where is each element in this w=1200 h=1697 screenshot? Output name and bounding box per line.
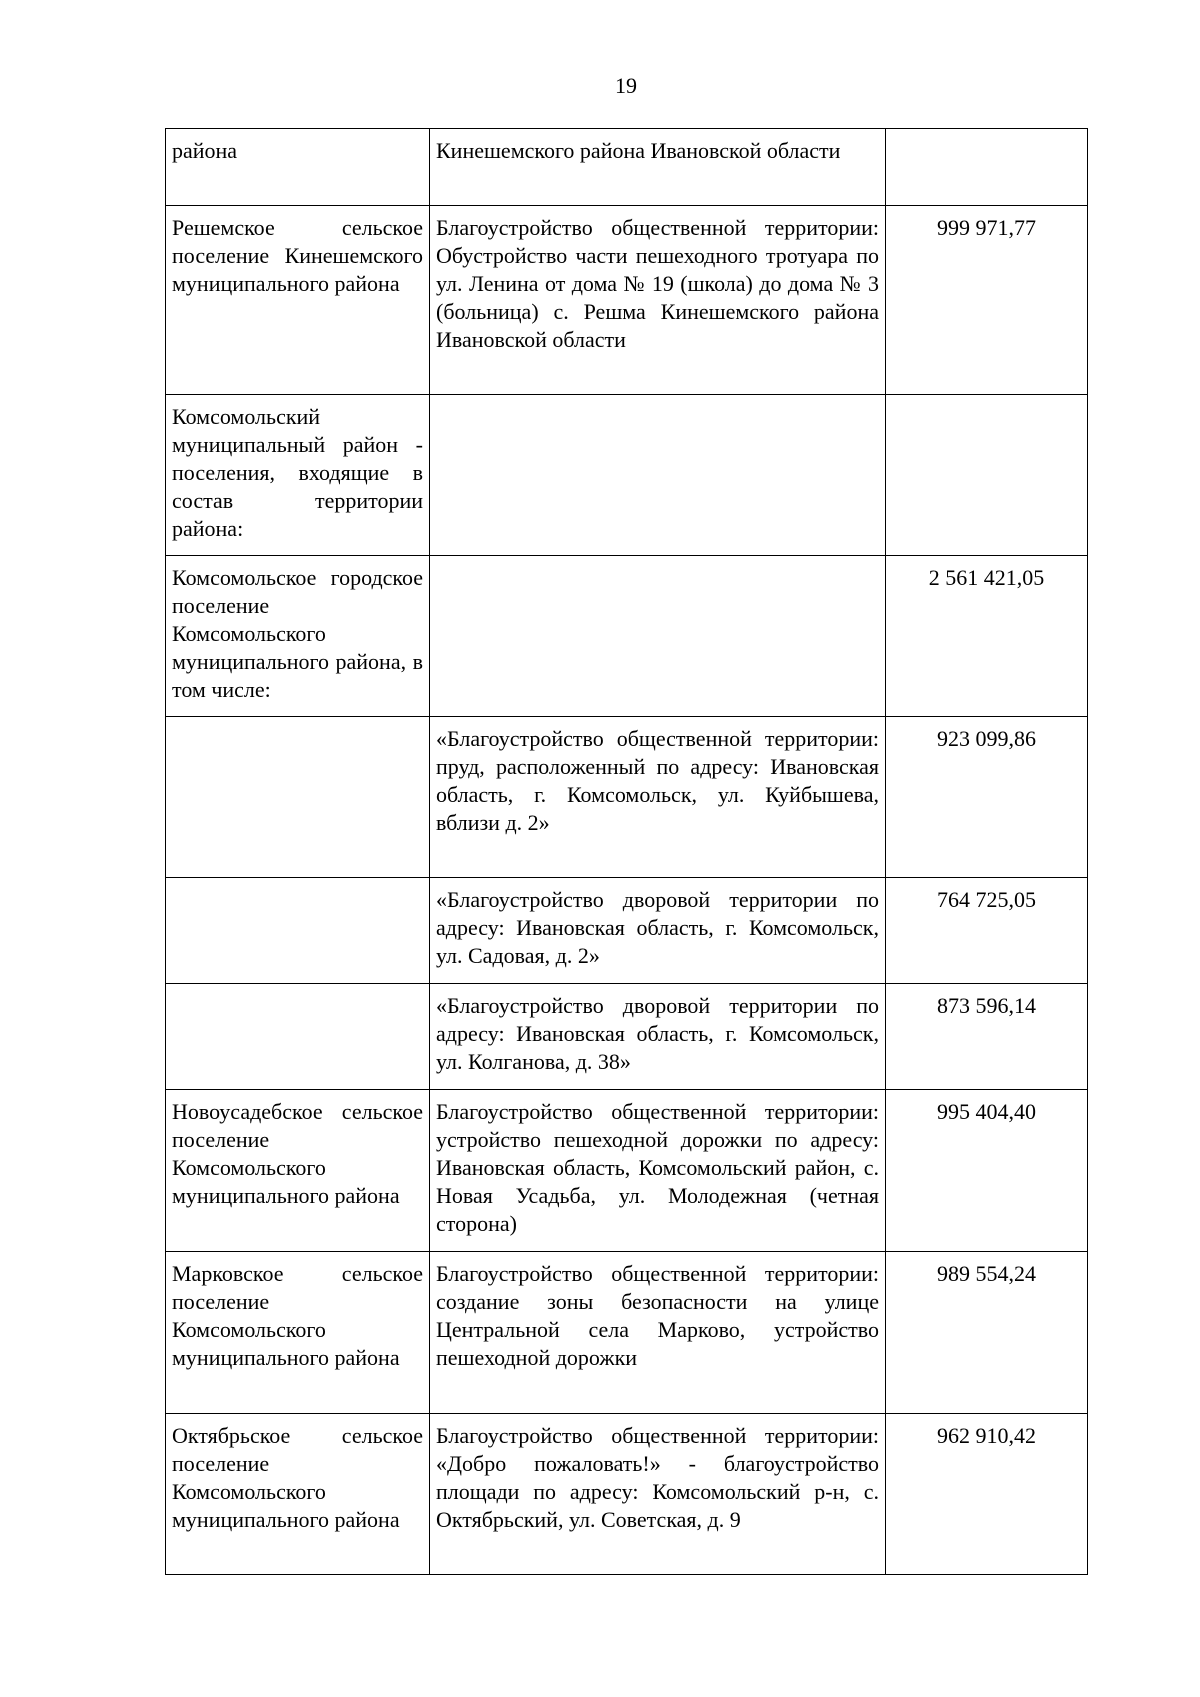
municipality-cell: Комсомольский муниципальный район - поселения, входящие в состав территории района: <box>166 395 430 556</box>
object-cell: Благоустройство общественной территории: устройство пешеходной дорожки по адресу: Ивановская область, Комсомольский район, с. Новая Усадьба, ул. Молодежная (четная сторона) <box>430 1090 886 1252</box>
table-row <box>166 1252 1088 1414</box>
amount-cell <box>886 129 1088 206</box>
municipality-cell <box>166 717 430 878</box>
table-row <box>166 395 1088 556</box>
table-row <box>166 556 1088 717</box>
object-cell: «Благоустройство общественной территории: пруд, расположенный по адресу: Ивановская область, г. Комсомольск, ул. Куйбышева, вблизи д. 2» <box>430 717 886 878</box>
table-row <box>166 129 1088 206</box>
budget-allocation-table <box>165 128 1088 1575</box>
object-cell: «Благоустройство дворовой территории по адресу: Ивановская область, г. Комсомольск, ул. Садовая, д. 2» <box>430 878 886 984</box>
amount-cell: 923 099,86 <box>886 717 1088 878</box>
table-row <box>166 206 1088 395</box>
object-cell <box>430 395 886 556</box>
object-cell: «Благоустройство дворовой территории по адресу: Ивановская область, г. Комсомольск, ул. Колганова, д. 38» <box>430 984 886 1090</box>
object-cell: Благоустройство общественной территории: Обустройство части пешеходного тротуара по ул. Ленина от дома № 19 (школа) до дома № 3 (больница) с. Решма Кинешемского района Ивановской области <box>430 206 886 395</box>
municipality-cell: Решемское сельское поселение Кинешемского муниципального района <box>166 206 430 395</box>
municipality-cell: Комсомольское городское поселение Комсомольского муниципального района, в том числе: <box>166 556 430 717</box>
page-number: 19 <box>615 73 637 98</box>
object-cell: Благоустройство общественной территории: создание зоны безопасности на улице Центральной села Марково, устройство пешеходной дорожки <box>430 1252 886 1414</box>
amount-cell: 2 561 421,05 <box>886 556 1088 717</box>
amount-cell: 962 910,42 <box>886 1414 1088 1575</box>
municipality-cell: Новоусадебское сельское поселение Комсомольского муниципального района <box>166 1090 430 1252</box>
table-row <box>166 1414 1088 1575</box>
object-cell <box>430 556 886 717</box>
amount-cell: 995 404,40 <box>886 1090 1088 1252</box>
municipality-cell: района <box>166 129 430 206</box>
table-row <box>166 717 1088 878</box>
municipality-cell: Октябрьское сельское поселение Комсомольского муниципального района <box>166 1414 430 1575</box>
municipality-cell <box>166 984 430 1090</box>
amount-cell: 989 554,24 <box>886 1252 1088 1414</box>
table-row <box>166 878 1088 984</box>
table-row <box>166 1090 1088 1252</box>
amount-cell: 999 971,77 <box>886 206 1088 395</box>
municipality-cell: Марковское сельское поселение Комсомольского муниципального района <box>166 1252 430 1414</box>
amount-cell: 873 596,14 <box>886 984 1088 1090</box>
amount-cell: 764 725,05 <box>886 878 1088 984</box>
table-row <box>166 984 1088 1090</box>
municipality-cell <box>166 878 430 984</box>
amount-cell <box>886 395 1088 556</box>
object-cell: Кинешемского района Ивановской области <box>430 129 886 206</box>
object-cell: Благоустройство общественной территории: «Добро пожаловать!» - благоустройство площади по адресу: Комсомольский р-н, с. Октябрьский, ул. Советская, д. 9 <box>430 1414 886 1575</box>
